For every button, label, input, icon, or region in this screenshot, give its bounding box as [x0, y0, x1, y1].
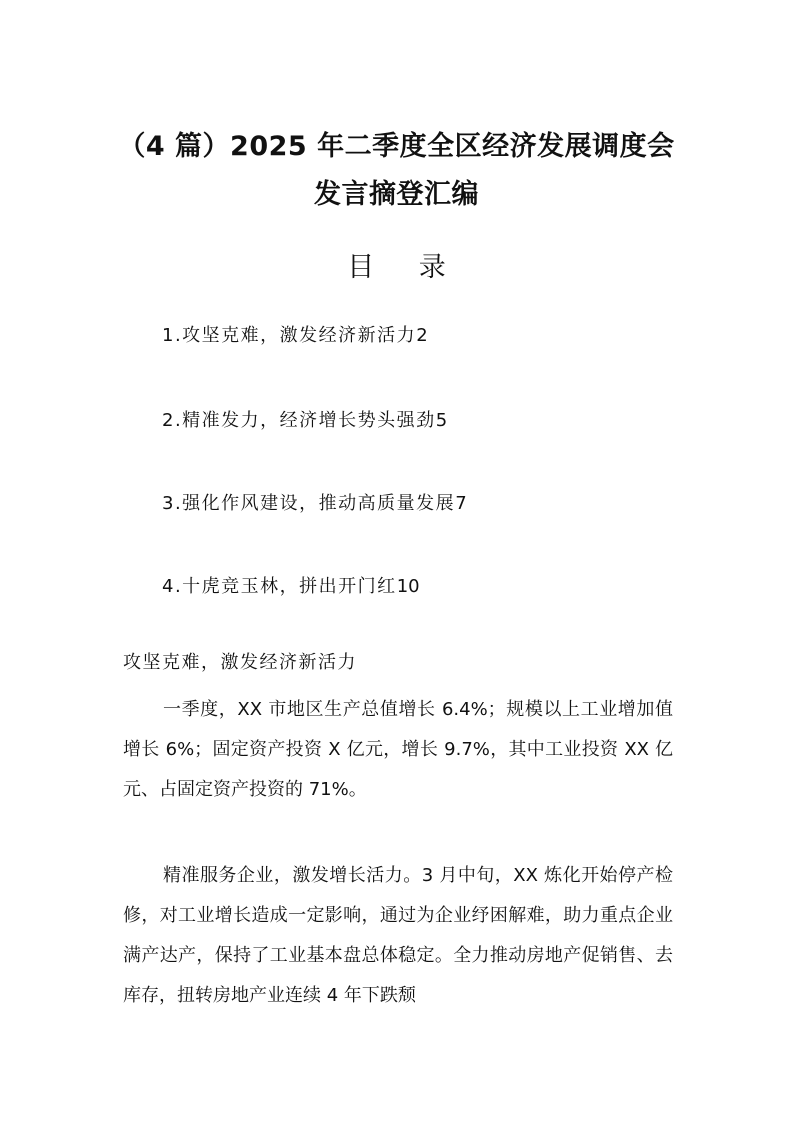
- toc-item-page: 7: [455, 493, 467, 514]
- toc-heading: 目 录: [347, 252, 464, 283]
- document-title-line-2: 发言摘登汇编: [314, 179, 479, 210]
- body-paragraph: 精准服务企业，激发增长活力。3 月中旬，XX 炼化开始停产检修，对工业增长造成一定影响，通过为企业纾困解难，助力重点企业满产达产，保持了工业基本盘总体稳定。全力推动房地产促销售、去库存，扭转房地产业连续 4 年下跌颓: [123, 865, 673, 1006]
- document-title-line-1: （4 篇）2025 年二季度全区经济发展调度会: [118, 131, 675, 162]
- toc-item-page: 10: [396, 576, 420, 597]
- toc-item-label: 3.强化作风建设，推动高质量发展: [162, 493, 456, 514]
- toc-item[interactable]: [162, 489, 467, 519]
- toc-item-label: 4.十虎竞玉林，拼出开门红: [162, 576, 397, 597]
- toc-item-label: 1.攻坚克难，激发经济新活力: [162, 325, 417, 346]
- toc-item[interactable]: [162, 406, 447, 436]
- toc-item-label: 2.精准发力，经济增长势头强劲: [162, 410, 436, 431]
- toc-item[interactable]: [162, 321, 428, 351]
- toc-item-page: 5: [435, 410, 448, 431]
- body-paragraph: 一季度，XX 市地区生产总值增长 6.4%；规模以上工业增加值增长 6%；固定资产投资 X 亿元，增长 9.7%，其中工业投资 XX 亿元、占固定资产投资的 71%。: [123, 699, 673, 800]
- toc-item-page: 2: [416, 325, 428, 346]
- section-title: 攻坚克难，激发经济新活力: [123, 652, 357, 673]
- toc-item[interactable]: [162, 572, 420, 602]
